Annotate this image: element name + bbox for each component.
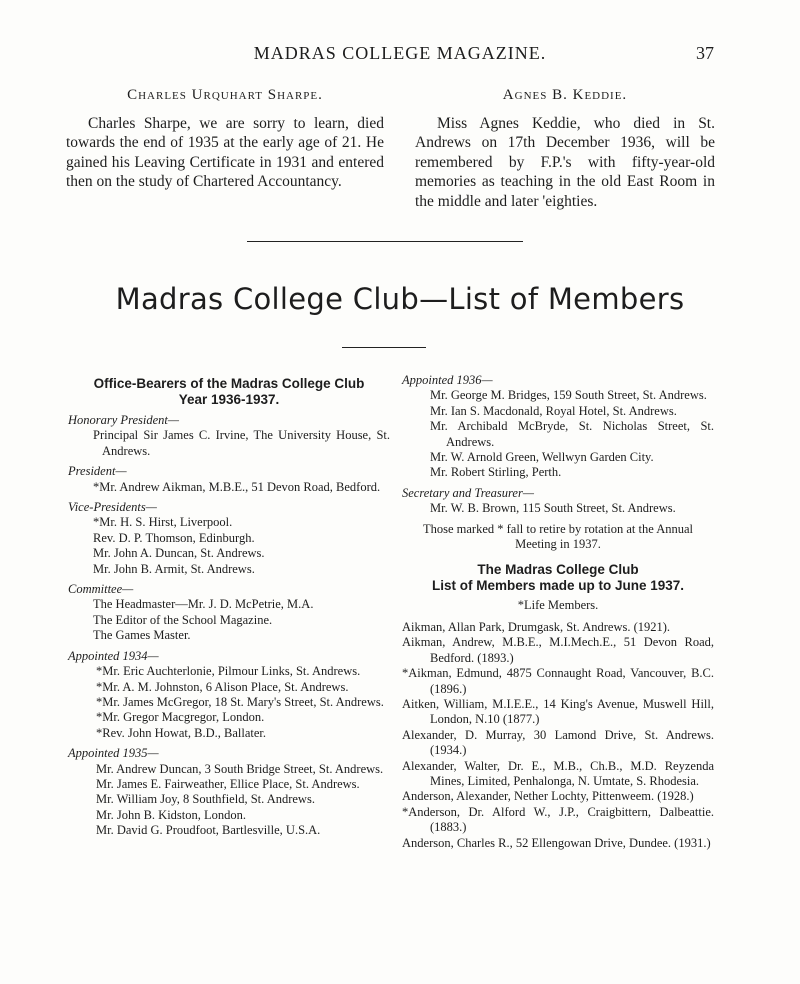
office-bearers-column [68,376,390,839]
committee-entry: Mr. David G. Proudfoot, Bartlesville, U.S.A. [96,823,321,838]
running-header [0,43,800,67]
member-entry: Aikman, Andrew, M.B.E., M.I.Mech.E., 51 Devon Road, Bedford. (1893.) [402,635,714,665]
member-entry: *Anderson, Dr. Alford W., J.P., Craigbittern, Dalbeattie. (1883.) [402,804,714,835]
member-entry: Aikman, Allan Park, Drumgask, St. Andrews. (1921). [402,619,671,634]
committee-entry: Mr. John B. Kidston, London. [96,807,247,822]
role-label: Appointed 1936— [402,373,493,387]
committee-entry: Mr. William Joy, 8 Southfield, St. Andrews. [96,792,315,807]
magazine-title: MADRAS COLLEGE MAGAZINE. [253,43,547,63]
vice-president-entry: *Mr. H. S. Hirst, Liverpool. [93,515,233,530]
member-entry: Alexander, D. Murray, 30 Lamond Drive, St. Andrews. (1934.) [402,727,714,758]
office-bearers-title-line2: Year 1936-1937. [178,392,280,407]
member-entry: Anderson, Alexander, Nether Lochty, Pittenweem. (1928.) [402,789,694,804]
committee-entry: The Games Master. [93,628,191,643]
role-label: President— [68,464,127,479]
office-bearers-heading [68,376,390,408]
obituary-name: Charles Urquhart Sharpe. [127,87,323,103]
office-bearers-title-line1: Office-Bearers of the Madras College Club [93,376,365,391]
honorary-president-entry: Principal Sir James C. Irvine, The University House, St. Andrews. [93,428,390,458]
committee-entry: Mr. W. Arnold Green, Wellwyn Garden City. [430,450,654,465]
committee-entry: *Mr. A. M. Johnston, 6 Alison Place, St. Andrews. [96,679,349,694]
obituary-sharpe [66,86,384,192]
member-list-heading [402,562,714,594]
member-entry: Aitken, William, M.I.E.E., 14 King's Avenue, Muswell Hill, London, N.10 (1877.) [402,696,714,727]
committee-entry: Mr. Robert Stirling, Perth. [430,465,562,480]
committee-entry: *Rev. John Howat, B.D., Ballater. [96,725,267,740]
secretary-entry: Mr. W. B. Brown, 115 South Street, St. Andrews. [430,501,676,516]
member-entry: Alexander, Walter, Dr. E., M.B., Ch.B., M.D. Reyzenda Mines, Limited, Penhalonga, N. Umtate, S. Rhodesia. [402,758,714,788]
committee-entry: The Editor of the School Magazine. [93,612,273,627]
heading-underline [342,347,426,348]
vice-president-entry: Mr. John A. Duncan, St. Andrews. [93,546,265,561]
role-label: Appointed 1935— [68,746,159,761]
obituary-text: Miss Agnes Keddie, who died in St. Andrews on 17th December 1936, will be remembered by F.P.'s with fifty-year-old memories as teaching in the old East Room in the middle and later 'eighties. [415,114,715,210]
committee-entry: Mr. Archibald McBryde, St. Nicholas Street, St. Andrews. [430,419,714,449]
role-label: Vice-Presidents— [68,500,157,515]
committee-entry: Mr. James E. Fairweather, Ellice Place, St. Andrews. [96,776,360,791]
president-entry: *Mr. Andrew Aikman, M.B.E., 51 Devon Road, Bedford. [93,479,381,494]
committee-entry: Mr. George M. Bridges, 159 South Street, St. Andrews. [430,388,707,403]
club-heading: Madras College Club—List of Members [115,282,685,316]
committee-entry: Mr. Ian S. Macdonald, Royal Hotel, St. Andrews. [430,403,677,418]
committee-entry: Mr. Andrew Duncan, 3 South Bridge Street, St. Andrews. [96,761,384,776]
committee-entry: *Mr. Gregor Macgregor, London. [96,710,265,725]
member-entry: *Aikman, Edmund, 4875 Connaught Road, Vancouver, B.C. (1896.) [402,666,714,696]
vice-president-entry: Mr. John B. Armit, St. Andrews. [93,561,255,576]
section-divider [247,241,523,242]
member-list-title-line1: The Madras College Club [477,562,639,578]
obituary-text: Charles Sharpe, we are sorry to learn, died towards the end of 1935 at the early age of 21. He gained his Leaving Certificate in 1931 and entered then on the study of Chartered Accountancy. [66,114,384,190]
member-list-title-line2: List of Members made up to June 1937. [431,578,685,594]
role-label: Appointed 1934— [68,648,159,663]
role-label: Secretary and Treasurer— [402,485,534,500]
committee-entry: *Mr. James McGregor, 18 St. Mary's Street, St. Andrews. [96,694,384,709]
obituary-name: Agnes B. Keddie. [502,87,628,103]
life-members-note: *Life Members. [517,598,599,613]
page-number: 37 [696,43,714,63]
committee-entry: The Headmaster—Mr. J. D. McPetrie, M.A. [93,597,314,612]
role-label: Committee— [68,582,134,597]
members-column [402,373,714,851]
obituary-keddie [415,86,715,211]
retirement-note: Those marked * fall to retire by rotation at the Annual Meeting in 1937. [422,521,694,552]
member-entry: Anderson, Charles R., 52 Ellengowan Drive, Dundee. (1931.) [402,835,711,850]
vice-president-entry: Rev. D. P. Thomson, Edinburgh. [93,530,255,545]
committee-entry: *Mr. Eric Auchterlonie, Pilmour Links, St. Andrews. [96,664,361,679]
role-label: Honorary President— [68,413,179,427]
